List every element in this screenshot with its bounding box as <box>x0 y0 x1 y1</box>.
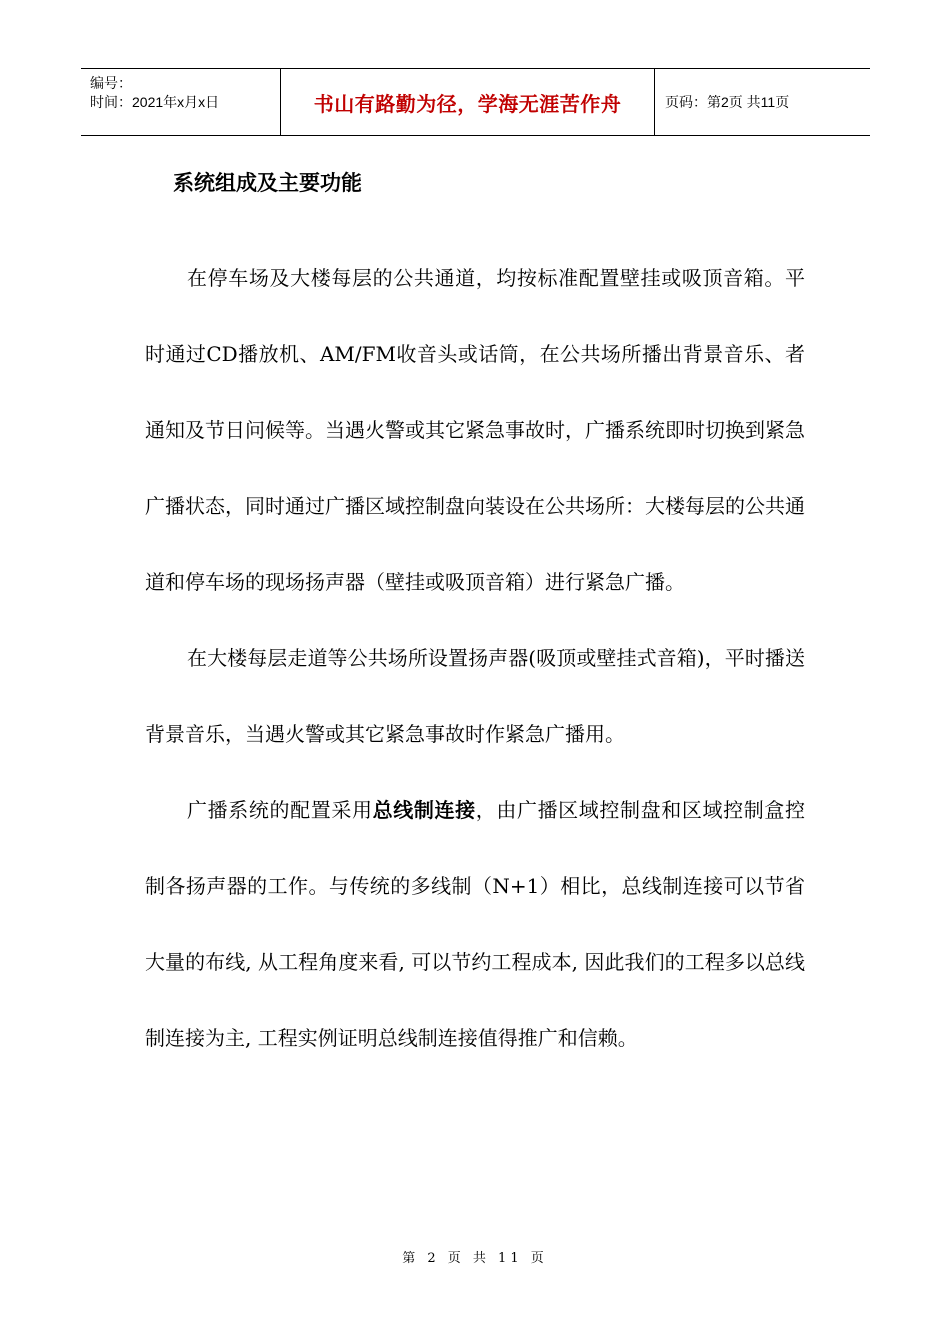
paragraph-broadcast-overview: 在停车场及大楼每层的公共通道，均按标准配置壁挂或吸顶音箱。平时通过CD播放机、AM/FM收音头或话筒，在公共场所播出背景音乐、者通知及节日问候等。当遇火警或其它紧急事故时，广播系统即时切换到紧急广播状态，同时通过广播区域控制盘向装设在公共场所：大楼每层的公共通道和停车场的现场扬声器（壁挂或吸顶音箱）进行紧急广播。 <box>145 266 805 594</box>
paragraph-text: ，由广播区域控制盘和区域控制盒控制各扬声器的工作。与传统的多线制（N+1）相比，总线制连接可以节省大量的布线, 从工程角度来看, 可以节约工程成本, 因此我们的工程多以总线制连接为主, 工程实例证明总线制连接值得推广和信赖。 <box>145 798 806 1050</box>
footer-page-number: 第 2 页 共 11 页 <box>402 1251 548 1266</box>
header-motto: 书山有路勤为径，学海无涯苦作舟 <box>313 91 622 116</box>
paragraph-text: 广播系统的配置采用 <box>187 798 373 822</box>
paragraph-speaker-placement: 在大楼每层走道等公共场所设置扬声器(吸顶或壁挂式音箱)，平时播送背景音乐，当遇火警或其它紧急事故时作紧急广播用。 <box>145 646 805 746</box>
header-meta-cell <box>81 69 281 135</box>
document-date: 时间：2021年x月x日 <box>90 94 220 110</box>
paragraph-bus-wiring <box>145 772 805 1076</box>
header-motto-cell <box>281 69 655 135</box>
document-body <box>145 240 805 1076</box>
bold-term-bus-connection: 总线制连接 <box>372 798 476 822</box>
page-header <box>81 68 870 136</box>
document-number-label: 编号： <box>90 75 132 91</box>
section-title: 系统组成及主要功能 <box>173 171 362 195</box>
header-page-cell <box>655 69 870 135</box>
header-page-info: 页码：第2页 共11页 <box>665 94 790 110</box>
page-footer <box>0 1247 950 1266</box>
